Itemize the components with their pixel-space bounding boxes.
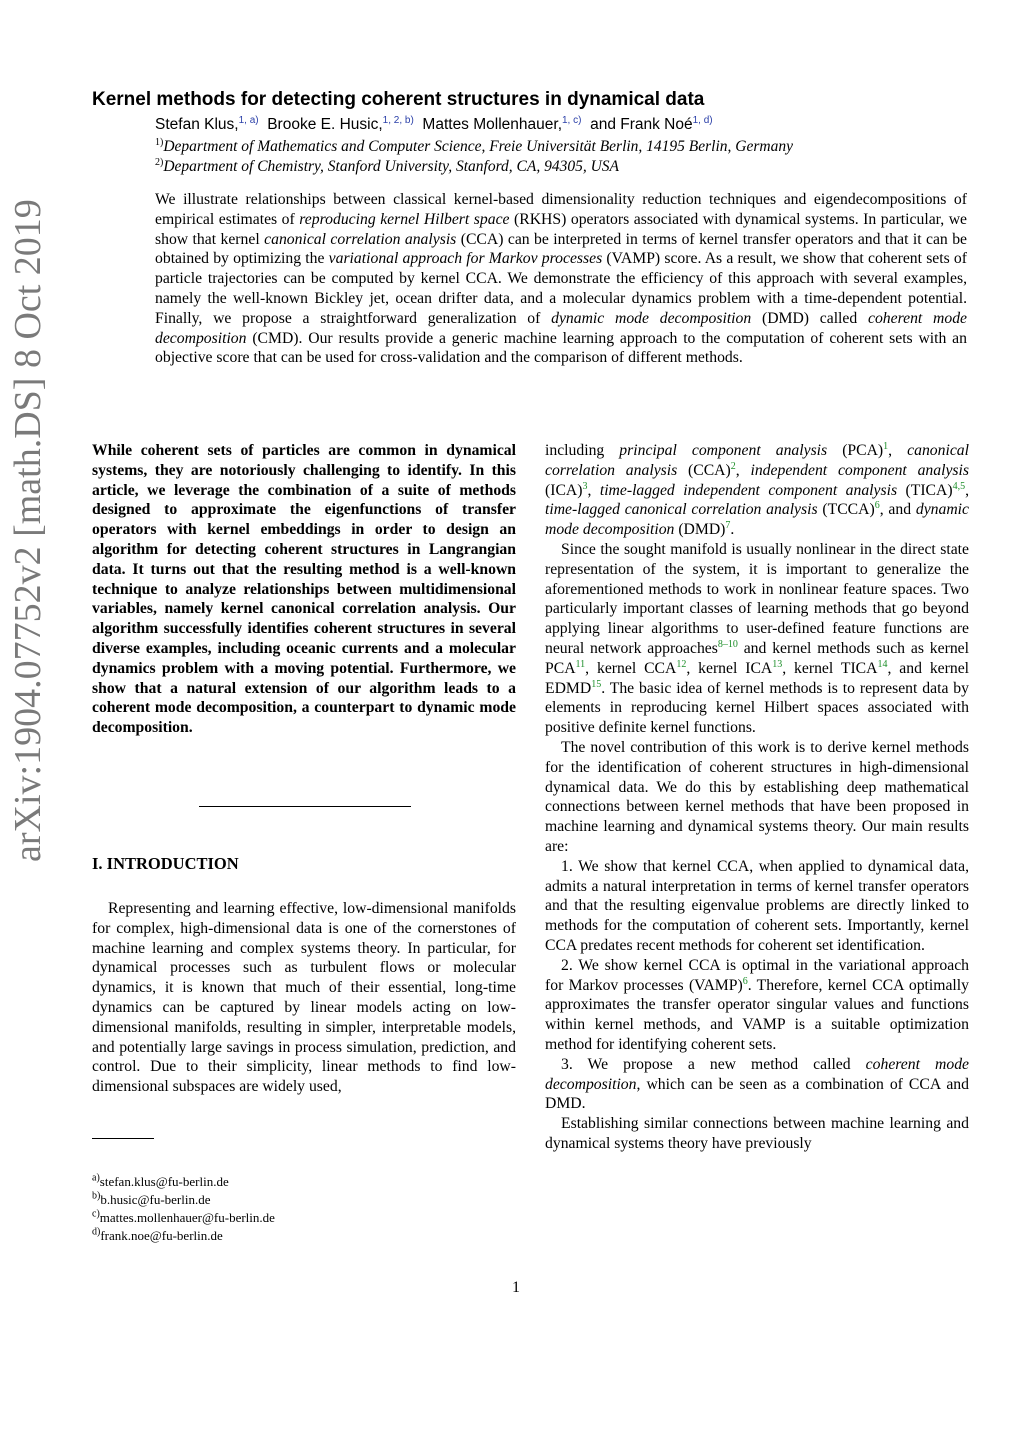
left-column-intro <box>92 899 516 1097</box>
affiliation-1-text: Department of Mathematics and Computer Science, Freie Universität Berlin, 14195 Berlin, Germany <box>163 138 793 155</box>
abstract-term-vamp: variational approach for Markov processes <box>328 250 603 268</box>
abstract-text-4: (VAMP) score. As a result, we show that coherent sets of particle trajectories can be computed by kernel CCA. We demonstrate the efficiency of this approach with several examples, namely the well-known Bickley jet, ocean drifter data, and a molecular dynamics problem with a time-dependent potential. Finally, we propose a straightforward generalization of <box>155 250 967 327</box>
separator: . <box>730 521 735 539</box>
result-item-3-text: , which can be seen as a combination of CCA and DMD. <box>545 1075 969 1113</box>
footnote-divider <box>92 1138 154 1139</box>
affiliation-2-text: Department of Chemistry, Stanford University, Stanford, CA, 94305, USA <box>163 158 619 175</box>
separator: , <box>587 481 600 499</box>
right-column <box>545 441 969 1154</box>
result-item-2-text: 2. We show kernel CCA is optimal in the variational approach for Markov processes (VAMP) <box>545 956 969 994</box>
abstract-text-2: (RKHS) operators associated with dynamical systems. In particular, we show that kernel <box>155 210 967 248</box>
abbr-ica: (ICA) <box>545 481 583 499</box>
separator: , <box>735 461 751 479</box>
footnote-c-email[interactable]: mattes.mollenhauer@fu-berlin.de <box>99 1210 275 1225</box>
abstract-term-cmd: coherent mode decomposition <box>155 309 968 347</box>
author-mollenhauer: Mattes Mollenhauer, <box>422 116 562 133</box>
nonlinear-text: and kernel methods such as kernel PCA <box>545 639 969 677</box>
footnote-c <box>92 1209 275 1226</box>
citation-link[interactable]: 8–10 <box>717 638 738 650</box>
separator: , <box>965 481 969 499</box>
term-ica: independent component analysis <box>750 461 970 479</box>
separator: , <box>888 442 908 459</box>
abstract-term-dmd: dynamic mode decomposition <box>551 309 752 327</box>
term-dmd: dynamic mode decomposition <box>545 501 969 539</box>
nonlinear-text: , kernel TICA <box>782 659 878 677</box>
term-cmd: coherent mode decomposition <box>545 1055 970 1093</box>
page-number: 1 <box>512 1279 520 1296</box>
result-item-2 <box>545 956 969 1055</box>
abstract-text-6: (CMD). Our results provide a generic machine learning approach to the computation of coherent sets with an objective score that can be used for cross-validation and the comparison of different methods. <box>155 329 967 367</box>
term-tcca: time-lagged canonical correlation analysis <box>545 501 818 519</box>
citation-link[interactable]: 14 <box>877 658 888 670</box>
citation-link[interactable]: 6 <box>874 500 880 512</box>
term-cca: canonical correlation analysis <box>545 442 970 479</box>
citation-link[interactable]: 2 <box>730 460 736 472</box>
author-noe: and Frank Noé <box>590 116 693 133</box>
left-column-lead <box>92 441 516 738</box>
author-klus-affil[interactable]: 1, a) <box>238 114 259 126</box>
citation-link[interactable]: 1 <box>883 440 889 452</box>
result-item-3-text: 3. We propose a new method called <box>561 1055 866 1073</box>
abstract-term-rkhs: reproducing kernel Hilbert space <box>299 210 510 228</box>
citation-link[interactable]: 15 <box>591 678 602 690</box>
footnote-b <box>92 1191 211 1208</box>
abstract-text-3: (CCA) can be interpreted in terms of kernel transfer operators and that it can be obtained by optimizing the <box>155 230 968 268</box>
footnote-d <box>92 1227 223 1244</box>
paper-title: Kernel methods for detecting coherent structures in dynamical data <box>92 89 705 110</box>
abstract-term-cca: canonical correlation analysis <box>264 230 457 248</box>
term-tica: time-lagged independent component analysis <box>599 481 898 499</box>
author-list <box>155 114 713 136</box>
intro-paragraph: Representing and learning effective, low-dimensional manifolds for complex, high-dimensional data is one of the cornerstones of machine learning and complex systems theory. In particular, for dynamical processes such as turbulent flows or molecular dynamics, it is known that much of their essential, long-time dynamics can be captured by linear models acting on low-dimensional manifolds, resulting in simpler, interpretable models, and potentially large savings in process simulation, prediction, and control. Due to their simplicity, linear methods to find low-dimensional subspaces are widely used, <box>92 900 516 1096</box>
footnote-a-email[interactable]: stefan.klus@fu-berlin.de <box>99 1174 229 1189</box>
result-item-3 <box>545 1055 969 1114</box>
contribution-paragraph: The novel contribution of this work is to derive kernel methods for the identification of coherent structures in high-dimensional dynamical data. We do this by establishing deep mathematical connections between kernel methods that have been proposed in machine learning and dynamical systems theory. Our main results are: <box>545 738 969 855</box>
citation-link[interactable]: 7 <box>725 519 731 531</box>
abstract-text-5: (DMD) called <box>751 309 868 327</box>
abstract-text-1: We illustrate relationships between classical kernel-based dimensionality reduction techniques and eigendecompositions of empirical estimates of <box>155 191 967 228</box>
footnote-d-email[interactable]: frank.noe@fu-berlin.de <box>100 1228 223 1243</box>
affiliation-2 <box>155 156 619 178</box>
footnote-d-mark: d) <box>92 1226 101 1238</box>
nonlinear-text: , kernel CCA <box>585 659 677 677</box>
footnote-a <box>92 1173 229 1190</box>
lead-divider <box>199 806 411 807</box>
author-klus: Stefan Klus, <box>155 116 239 133</box>
arxiv-stamp: arXiv:1904.07752v2 [math.DS] 8 Oct 2019 <box>7 199 49 862</box>
term-pca: principal component analysis <box>619 442 828 459</box>
nonlinear-text: Since the sought manifold is usually nonlinear in the direct state representation of the system, it is important to generalize the aforementioned methods to work in nonlinear feature spaces. Two particularly important classes of learning methods that go beyond applying linear algorithms to user-defined feature functions are neural network approaches <box>545 540 969 657</box>
footnote-b-email[interactable]: b.husic@fu-berlin.de <box>100 1192 211 1207</box>
citation-link[interactable]: 6 <box>742 975 748 987</box>
nonlinear-text: . The basic idea of kernel methods is to represent data by elements in reproducing kernel Hilbert spaces associated with positive definite kernel functions. <box>545 679 969 737</box>
abbr-dmd: (DMD) <box>674 521 726 539</box>
author-mollenhauer-affil[interactable]: 1, c) <box>562 114 582 126</box>
abbr-pca: (PCA) <box>827 442 884 459</box>
author-noe-affil[interactable]: 1, d) <box>692 114 713 126</box>
methods-paragraph <box>545 441 969 540</box>
citation-link[interactable]: 12 <box>676 658 687 670</box>
methods-text: including <box>545 442 620 459</box>
footnote-c-mark: c) <box>92 1208 100 1220</box>
abbr-tica: (TICA) <box>897 481 953 499</box>
connections-paragraph: Establishing similar connections between machine learning and dynamical systems theory have previously <box>545 1115 969 1152</box>
section-heading-introduction: I. INTRODUCTION <box>92 854 239 873</box>
affiliation-1 <box>155 136 793 158</box>
affiliation-2-mark: 2) <box>155 156 164 168</box>
lead-paragraph: While coherent sets of particles are common in dynamical systems, they are notoriously challenging to identify. In this article, we leverage the combination of a suite of methods designed to approximate the eigenfunctions of transfer operators with kernel embeddings in order to design an algorithm for detecting coherent structures in Langrangian data. It turns out that the resulting method is a well-known technique to analyze relationships between multidimensional variables, namely kernel canonical correlation analysis. Our algorithm successfully identifies coherent structures in several diverse examples, including oceanic currents and a molecular dynamics problem with a moving potential. Furthermore, we show that a natural extension of our algorithm leads to a coherent mode decomposition, a counterpart to dynamic mode decomposition. <box>92 442 516 737</box>
affiliation-1-mark: 1) <box>155 136 164 148</box>
abbr-cca: (CCA) <box>677 461 731 479</box>
citation-link[interactable]: 11 <box>575 658 586 670</box>
citation-link[interactable]: 4,5 <box>952 480 966 492</box>
separator: , and <box>879 501 916 519</box>
footnote-b-mark: b) <box>92 1190 101 1202</box>
author-husic-affil[interactable]: 1, 2, b) <box>382 114 414 126</box>
result-item-2-text: . Therefore, kernel CCA optimally approximates the transfer operator singular values and functions within kernel methods, and VAMP is a suitable optimization method for identifying coherent sets. <box>545 976 969 1053</box>
nonlinear-paragraph <box>545 540 969 738</box>
citation-link[interactable]: 3 <box>582 480 588 492</box>
footnote-a-mark: a) <box>92 1172 100 1184</box>
nonlinear-text: , kernel ICA <box>686 659 773 677</box>
result-item-1: 1. We show that kernel CCA, when applied to dynamical data, admits a natural interpretation in terms of kernel transfer operators and that the resulting eigenvalue problems are directly linked to methods for the computation of coherent sets. Importantly, kernel CCA predates recent methods for coherent set identification. <box>545 857 969 954</box>
nonlinear-text: , and kernel EDMD <box>545 659 970 697</box>
author-husic: Brooke E. Husic, <box>267 116 383 133</box>
abbr-tcca: (TCCA) <box>817 501 875 519</box>
citation-link[interactable]: 13 <box>772 658 783 670</box>
abstract <box>155 190 967 368</box>
